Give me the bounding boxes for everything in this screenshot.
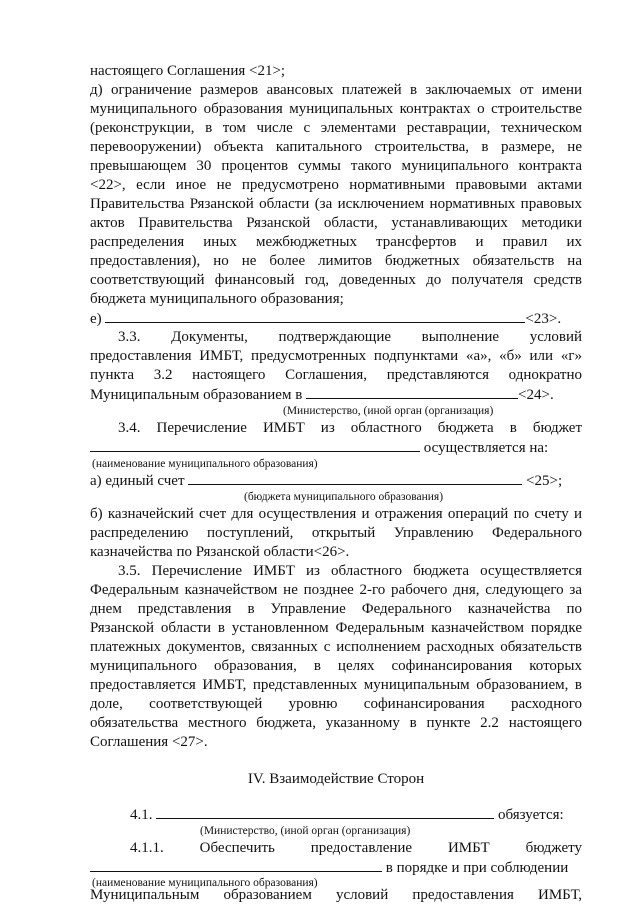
text-line: Соглашения <27>.	[90, 734, 208, 750]
text-line: Рязанской области в установленном Федеральным казначейством порядке	[90, 620, 582, 636]
blank-field	[90, 858, 382, 872]
blank-field	[90, 438, 420, 452]
text-line: казначейства по Рязанской области<26>.	[90, 544, 350, 560]
footnote-ref: <24>.	[518, 387, 554, 403]
blank-field	[306, 385, 518, 399]
footnote-ref: <23>.	[525, 311, 562, 327]
blank-field	[156, 805, 494, 819]
p34-line2	[90, 438, 582, 457]
caption: (бюджета муниципального образования)	[244, 491, 444, 503]
text-line: муниципального образования муниципальных контрактах о строительстве	[90, 101, 582, 117]
text: осуществляется на:	[423, 440, 549, 456]
text-line: 3.5. Перечисление ИМБТ из областного бюджета осуществляется	[118, 563, 582, 579]
caption: (Министерство, (иной орган (организация)	[283, 405, 494, 417]
text-line: б) казначейский счет для осуществления и отражения операций по счету и	[90, 506, 582, 522]
item-e-line	[90, 309, 582, 328]
text-line: бюджета муниципального образования;	[90, 291, 344, 307]
text: обязуется:	[498, 807, 564, 823]
text-line: доле, соответствующей уровню софинансирования расходного	[90, 696, 582, 712]
text-line: муниципального образования, в целях софинансирования которых	[90, 658, 582, 674]
item-a-line	[90, 471, 582, 490]
text-line: превышающем 30 процентов суммы такого муниципального контракта	[90, 158, 582, 174]
text-line: Муниципальным образованием условий предоставления ИМБТ,	[90, 887, 582, 903]
text-line: днем представления в Управление Федерального казначейства по	[90, 601, 582, 617]
blank-field	[188, 471, 522, 485]
text-line: актов Правительства Рязанской области, устанавливающих методики	[90, 215, 582, 231]
text-line: настоящего Соглашения <21>;	[90, 63, 286, 79]
text-line: платежных документов, связанных с исполнением расходных обязательств	[90, 639, 582, 655]
caption: (наименование муниципального образования)	[92, 877, 318, 889]
text-line: Правительства Рязанской области (за исключением нормативных правовых	[90, 196, 582, 212]
text-line: Федеральным казначейством не позднее 2-го рабочего дня, следующего за	[90, 582, 582, 598]
p33-last-line	[90, 385, 582, 404]
text-line: д) ограничение размеров авансовых платежей в заключаемых от имени	[90, 82, 582, 98]
text-line: пункта 3.2 настоящего Соглашения, представляются однократно	[90, 367, 582, 383]
text: 4.1.	[130, 807, 153, 823]
text-line: предоставляется ИМБТ, представленных муниципальным образованием, в	[90, 677, 582, 693]
text: а) единый счет	[90, 473, 185, 489]
p41-line	[130, 805, 582, 824]
caption: (наименование муниципального образования)	[92, 458, 318, 470]
text: Муниципальным образованием в	[90, 387, 303, 403]
text-line: 3.3. Документы, подтверждающие выполнение условий	[118, 329, 582, 345]
section-heading: IV. Взаимодействие Сторон	[247, 771, 425, 787]
text-line: <22>, если иное не предусмотрено нормативными правовыми актами	[90, 177, 582, 193]
text-line: распределению поступлений, открытый Управлению Федерального	[90, 525, 582, 541]
item-e-label: е)	[90, 311, 102, 327]
text-line: соответствующий финансовый год, доведенных до получателя средств	[90, 272, 582, 288]
caption: (Министерство, (иной орган (организация)	[200, 825, 411, 837]
text: в порядке и при соблюдении	[385, 860, 569, 876]
p411-line2	[90, 858, 582, 877]
text-line: 4.1.1. Обеспечить предоставление ИМБТ бюджету	[130, 840, 582, 856]
text-line: предоставления ИМБТ, предусмотренных подпунктами «а», «б» или «г»	[90, 348, 582, 364]
text-line: распределения иных межбюджетных трансфертов и правил их	[90, 234, 582, 250]
footnote-ref: <25>;	[526, 473, 563, 489]
text-line: обязательства местного бюджета, указанному в пункте 2.2 настоящего	[90, 715, 582, 731]
blank-field	[105, 309, 525, 323]
text-line: 3.4. Перечисление ИМБТ из областного бюджета в бюджет	[118, 420, 582, 436]
text-line: предоставления), но не более лимитов бюджетных обязательств на	[90, 253, 582, 269]
text-line: (реконструкции, в том числе с элементами реставрации, техническом	[90, 120, 582, 136]
text-line: перевооружении) объекта капитального строительства, в размере, не	[90, 139, 582, 155]
